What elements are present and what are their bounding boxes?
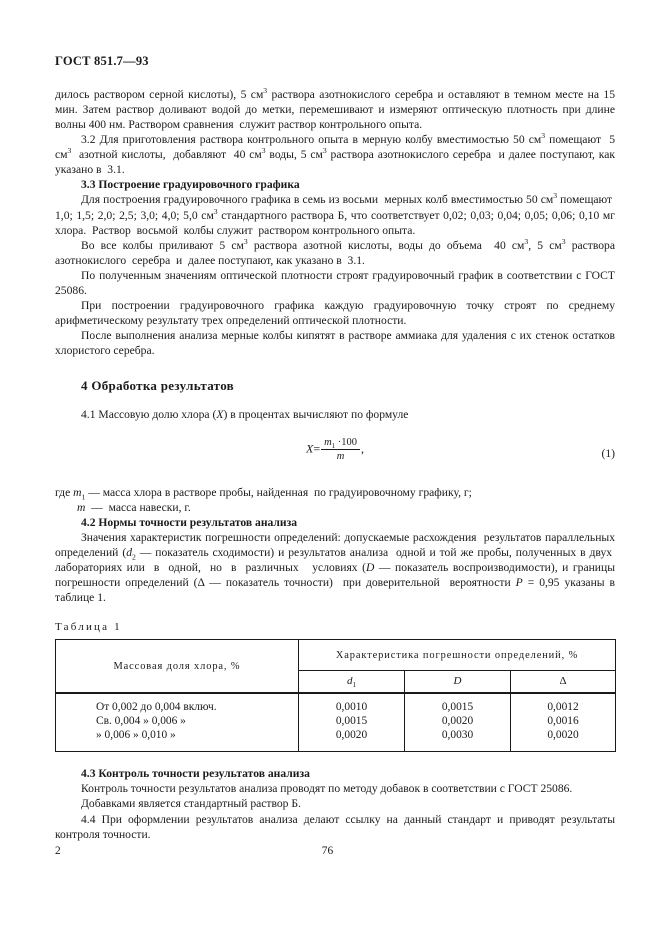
standard-header: ГОСТ 851.7—93 (55, 54, 149, 68)
formula-1 (55, 437, 615, 462)
table-row (56, 714, 616, 728)
paragraph-4-1: 4.1 Массовую долю хлора (X) в процентах вычисляют по формуле (81, 408, 409, 422)
paragraph-3-3-c: По полученным значениям оптической плотности строят градуировочный график в соответствии с ГОСТ 25086. (55, 268, 615, 297)
table-cell-D: 0,0030 (405, 728, 511, 752)
formula-denominator: m (336, 450, 345, 462)
paragraph-3-3-d: При построении градуировочного графика каждую градуировочную точку строят по среднему арифметическому результату трех определений оптической плотности. (55, 299, 615, 328)
paragraph-4-2: Значения характеристик погрешности определений: допускаемые расхождения результатов параллельных определений ($d_2$ — показатель сходимости) и результатов анализа одной и той же пробы, полученных в двух лабораториях или в одной, но в различных условиях (D — показатель воспроизводимости), и границы погрешности определений (Δ — показатель точности) при доверительной вероятности P = 0,95 указаны в таблице 1. (55, 530, 615, 605)
accuracy-table (55, 639, 616, 752)
paragraph-4-3-a: Контроль точности результатов анализа проводят по методу добавок в соответствии с ГОСТ 25086. (81, 782, 573, 796)
table-cell-d: 0,0010 (299, 693, 405, 714)
paragraph-4-3-b: Добавками является стандартный раствор Б. (81, 797, 301, 811)
paragraph-4-4: 4.4 При оформлении результатов анализа делают ссылку на данный стандарт и приводят результаты контроля точности. (55, 812, 615, 841)
formula-number: (1) (601, 446, 615, 460)
table-subheader-d: $d_1$ (299, 671, 405, 694)
heading-4-2: 4.2 Нормы точности результатов анализа (81, 515, 298, 529)
table-header-row-1 (56, 640, 616, 671)
formula-comma: , (361, 440, 365, 455)
page-number-left: 2 (55, 845, 61, 857)
table-cell-delta: 0,0016 (511, 714, 616, 728)
table-cell-D: 0,0020 (405, 714, 511, 728)
table-group-header: Характеристика погрешности определений, % (299, 640, 616, 671)
paragraph-3-3-e: После выполнения анализа мерные колбы кипятят в растворе аммиака для удаления с их стенок остатков хлористого серебра. (55, 329, 615, 358)
formula-block (55, 433, 615, 479)
table-col1-header: Массовая доля хлора, % (56, 640, 299, 694)
paragraph-3-3-b: Во все колбы приливают 5 $см^3$ раствора азотной кислоты, воды до объема 40 $см^3$, 5 $см^3$ раствора азотнокислого серебра и далее поступают, как указано в 3.1. (55, 236, 615, 267)
table-body (56, 693, 616, 752)
table-subheader-delta: Δ (511, 671, 616, 694)
heading-section-4: 4 Обработка результатов (81, 378, 234, 394)
table-cell-range: Св. 0,004 » 0,006 » (56, 714, 299, 728)
table-cell-d: 0,0015 (299, 714, 405, 728)
heading-3-3: 3.3 Построение градуировочного графика (81, 178, 300, 192)
formula-fraction (321, 437, 360, 462)
page-number-center: 76 (321, 845, 334, 857)
table-cell-delta: 0,0020 (511, 728, 616, 752)
table-cell-D: 0,0015 (405, 693, 511, 714)
paragraph-continued: дилось раствором серной кислоты), 5 $см^3$ раствора азотнокислого серебра и оставляют в темном месте на 15 мин. Затем раствор доливают водой до метки, перемешивают и измеряют оптическую плотность при длине волны 400 нм. Раствором сравнения служит раствор контрольного опыта. (55, 85, 616, 131)
table-cell-d: 0,0020 (299, 728, 405, 752)
where-block: где $m_1$ — масса хлора в растворе пробы, найденная по градуировочному графику, г; m — масса навески, г. (55, 485, 615, 515)
table-row (56, 693, 616, 714)
formula-numerator: $m_1 \cdot 100$ (321, 437, 360, 450)
table-cell-range: » 0,006 » 0,010 » (56, 728, 299, 752)
paragraph-3-3-a: Для построения градуировочного графика в семь из восьми мерных колб вместимостью 50 $см^3$ помещают 1,0; 1,5; 2,0; 2,5; 3,0; 4,0; 5,0 $см^3$ стандартного раствора Б, что соответствует 0,02; 0,03; 0,04; 0,05; 0,06; 0,10 мг хлора. Раствор восьмой колбы служит раствором контрольного опыта. (55, 191, 615, 237)
table-subheader-D: D (405, 671, 511, 694)
page-content (55, 55, 615, 842)
table-cell-range: От 0,002 до 0,004 включ. (56, 693, 299, 714)
formula-lhs: X (305, 440, 314, 455)
heading-4-3: 4.3 Контроль точности результатов анализа (81, 767, 310, 781)
formula-equals: = (313, 440, 321, 455)
paragraph-3-2: 3.2 Для приготовления раствора контрольного опыта в мерную колбу вместимостью 50 $см^3$ помещают 5 $см^3$ азотной кислоты, добавляют 40 $см^3$ воды, 5 $см^3$ раствора азотнокислого серебра и далее поступают, как указано в 3.1. (55, 131, 616, 177)
table-cell-delta: 0,0012 (511, 693, 616, 714)
table-row (56, 728, 616, 752)
table-head (56, 640, 616, 694)
page-footer (55, 845, 615, 861)
where-line-2: m — масса навески, г. (77, 500, 191, 514)
table-caption: Таблица 1 (55, 621, 122, 634)
